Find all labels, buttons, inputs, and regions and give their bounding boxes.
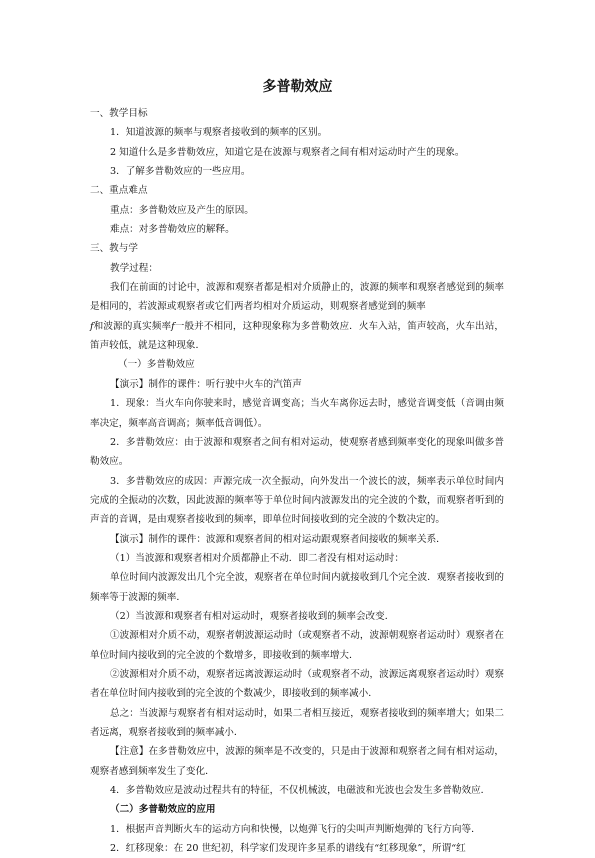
section-heading-teaching: 三、教与学: [90, 243, 138, 255]
goal-item-1: 1．知道波源的频率与观察者接收到的频率的区别。: [110, 127, 328, 139]
difficult-point: 难点：对多普勒效应的解释。: [110, 224, 235, 236]
point-paragraph: 3．多普勒效应的成因：声源完成一次全振动，向外发出一个波长的波，频率表示单位时间内完成的全振动的次数，因此波源的频率等于单位时间内波源发出的完全波的个数，而观察者听到的声音的音调，是由观察者接收到的频率，即单位时间接收到的完全波的个数决定的。: [90, 475, 504, 526]
point-paragraph: 4．多普勒效应是波动过程共有的特征，不仅机械波，电磁波和光波也会发生多普勒效应．: [110, 785, 491, 797]
subsection-heading: （一）多普勒效应: [118, 359, 195, 371]
page-title: 多普勒效应: [262, 79, 333, 95]
case-heading: （1）当波源和观察者相对介质都静止不动．即二者没有相对运动时：: [110, 552, 404, 564]
intro-paragraph: [90, 278, 504, 355]
case-heading: （2）当波源和观察者有相对运动时，观察者接收到的频率会改变．: [110, 610, 395, 622]
point-paragraph: 1．现象：当火车向你驶来时，感觉音调变高；当火车离你远去时，感觉音调变低（音调由频率决定，频率高音调高；频率低音调低）。: [90, 398, 504, 429]
intro-text-c: 一般并不相同，这种现象称为多普勒效应．火车入站，笛声较高，火车出站，笛声较低，就是这种现象．: [90, 320, 505, 352]
section-heading-key-points: 二、重点难点: [90, 185, 148, 197]
key-point: 重点：多普勒效应及产生的原因。: [110, 204, 254, 216]
document-body: [90, 104, 504, 858]
demo-paragraph: 【演示】制作的课件：听行驶中火车的汽笛声: [110, 378, 302, 390]
application-paragraph: 1．根据声音判断火车的运动方向和快慢，以炮弹飞行的尖叫声判断炮弹的飞行方向等．: [110, 823, 481, 835]
case-paragraph: ②波源相对介质不动，观察者远离波源运动时（或观察者不动，波源远离观察者运动时）观察者在单位时间内接收到的完全波的个数减少，即接收到的频率减小．: [90, 668, 504, 700]
intro-text-b: 和波源的真实频率: [93, 320, 172, 332]
case-paragraph: ①波源相对介质不动，观察者朝波源运动时（或观察者不动，波源朝观察者运动时）观察者在单位时间内接收到的完全波的个数增多，即接收到的频率增大．: [90, 630, 504, 661]
frequency-symbol: f: [171, 320, 175, 332]
intro-text-a: 我们在前面的讨论中，波源和观察者都是相对介质静止的，波源的频率和观察者感觉到的频率是相同的，若波源或观察者或它们两者均相对介质运动，则观察者感觉到的频率: [90, 282, 504, 313]
goal-item-3: 3．了解多普勒效应的一些应用。: [110, 166, 251, 178]
section-heading-goals: 一、教学目标: [90, 108, 148, 119]
goal-item-2: 2 知道什么是多普勒效应，知道它是在波源与观察者之间有相对运动时产生的现象。: [110, 146, 465, 158]
subsection-heading: （二）多普勒效应的应用: [110, 804, 216, 816]
frequency-symbol: f: [90, 320, 94, 332]
note-paragraph: 【注意】在多普勒效应中，波源的频率是不改变的，只是由于波源和观察者之间有相对运动，观察者感到频率发生了变化．: [90, 746, 504, 777]
application-paragraph: 2．红移现象：在 20 世纪初，科学家们发现许多星系的谱线有“红移现象”，所谓“红: [110, 843, 466, 855]
point-paragraph: 2．多普勒效应：由于波源和观察者之间有相对运动，使观察者感到频率变化的现象叫做多普勒效应。: [90, 436, 504, 468]
summary-paragraph: 总之：当波源与观察者有相对运动时，如果二者相互接近，观察者接收到的频率增大；如果二者远离，观察者接收到的频率减小．: [90, 707, 504, 738]
teaching-process-label: 教学过程：: [110, 262, 158, 274]
demo-paragraph: 【演示】制作的课件：波源和观察者间的相对运动跟观察者间接收的频率关系．: [110, 533, 446, 545]
case-paragraph: 单位时间内波源发出几个完全波，观察者在单位时间内就接收到几个完全波．观察者接收到的频率等于波源的频率．: [90, 572, 504, 603]
